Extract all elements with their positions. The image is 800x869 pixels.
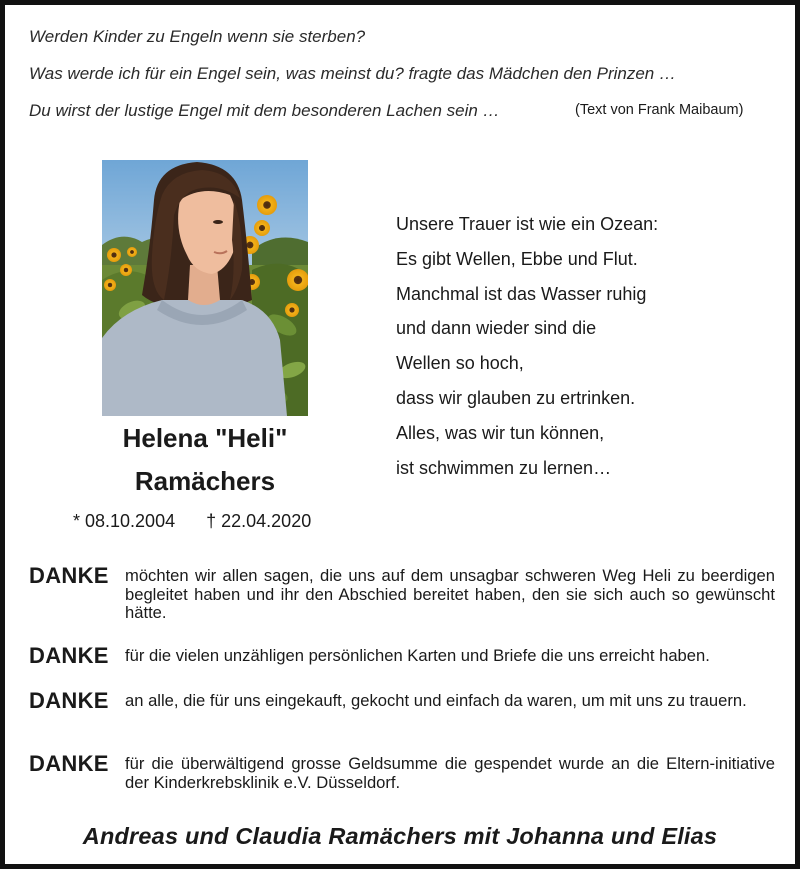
deceased-name: Helena "Heli" [122,423,288,453]
death-date: † 22.04.2020 [206,511,312,531]
poem-line: ist schwimmen zu lernen… [396,457,612,478]
portrait-photo [102,160,308,416]
intro-line: Du wirst der lustige Engel mit dem besonderen Lachen sein … [29,101,500,120]
thanks-text: möchten wir allen sagen, die uns auf dem unsagbar schweren Weg Heli zu beerdigen begleitet haben und ihr den Abschied bereitet haben, den sie sich auch so gewünscht hätte. [125,566,775,622]
thanks-heading: DANKE [29,643,109,668]
thanks-text: für die überwältigend grosse Geldsumme die gespendet wurde an die Eltern-initiative der Kinderkrebsklinik e.V. Düsseldorf. [125,754,775,792]
poem-line: Alles, was wir tun können, [396,422,605,443]
deceased-surname: Ramächers [134,466,276,496]
intro-line: Werden Kinder zu Engeln wenn sie sterben? [29,27,366,46]
poem-line: dass wir glauben zu ertrinken. [396,387,636,408]
thanks-heading: DANKE [29,563,109,588]
poem-line: und dann wieder sind die [396,318,597,339]
birth-date: * 08.10.2004 [73,511,176,531]
poem-line: Manchmal ist das Wasser ruhig [396,283,647,304]
poem [396,213,776,491]
thanks-text: an alle, die für uns eingekauft, gekocht und einfach da waren, um mit uns zu trauern. [125,691,747,710]
thanks-heading: DANKE [29,688,109,713]
quote-credit: (Text von Frank Maibaum) [575,102,744,118]
thanks-text: für die vielen unzähligen persönlichen Karten und Briefe die uns erreicht haben. [125,646,710,665]
poem-line: Es gibt Wellen, Ebbe und Flut. [396,248,638,269]
thanks-heading: DANKE [29,751,109,776]
intro-line: Was werde ich für ein Engel sein, was meinst du? fragte das Mädchen den Prinzen … [29,64,676,83]
poem-line: Unsere Trauer ist wie ein Ozean: [396,214,659,234]
life-dates [73,511,311,532]
poem-line: Wellen so hoch, [396,353,524,374]
family-signature: Andreas und Claudia Ramächers mit Johanna und Elias [82,823,718,849]
intro-quote [29,27,779,138]
